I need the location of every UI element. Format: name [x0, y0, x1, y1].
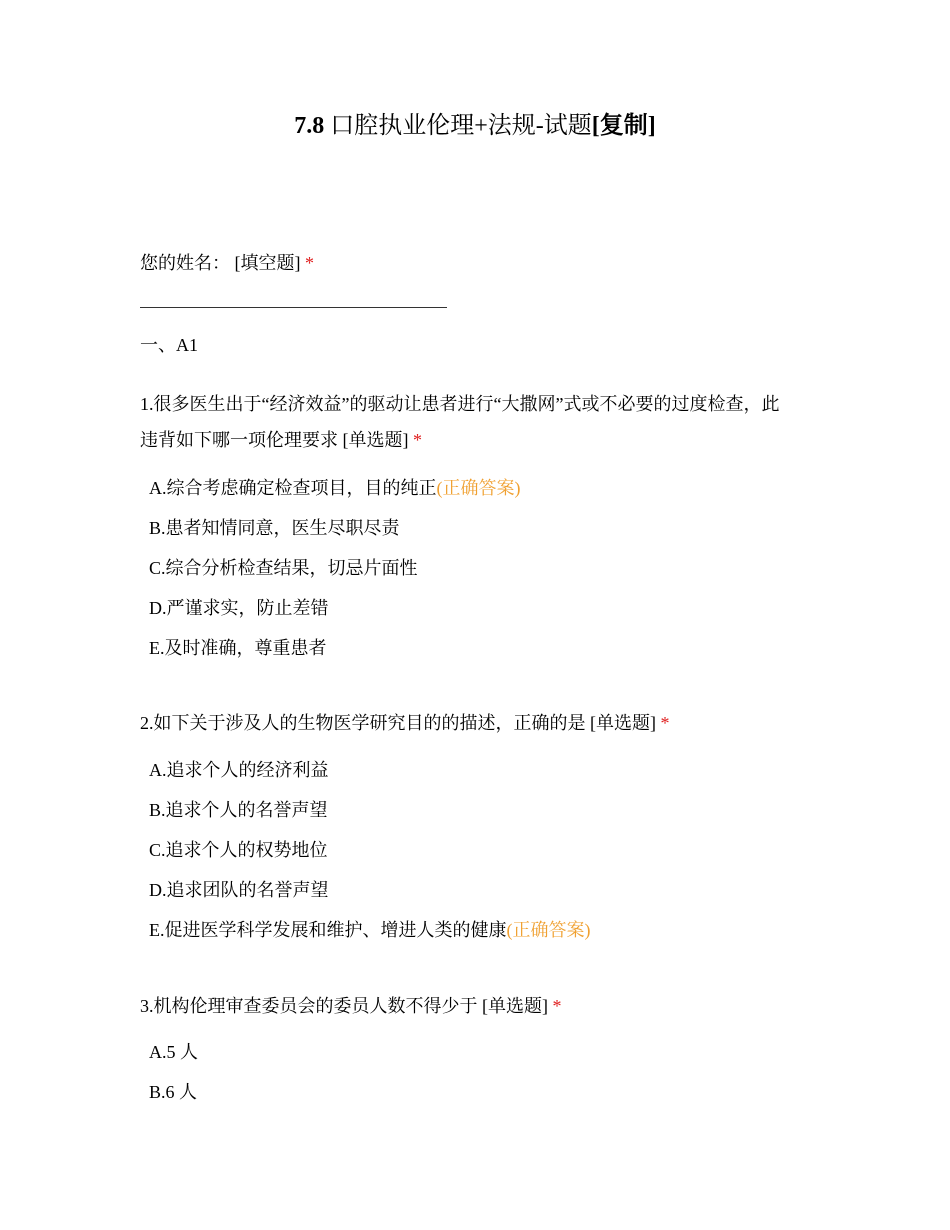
q2-option-d[interactable] — [149, 877, 329, 903]
q2-option-a[interactable] — [149, 757, 329, 783]
required-mark: * — [305, 253, 314, 273]
question-1-text-end: 违背如下哪一项伦理要求 — [140, 430, 338, 450]
question-2-text: 2.如下关于涉及人的生物医学研究目的的描述，正确的是 — [140, 713, 586, 733]
name-type: [填空题] — [234, 253, 301, 273]
option-label: C.追求个人的权势地位 — [149, 840, 328, 860]
option-label: D.追求团队的名誉声望 — [149, 880, 329, 900]
option-label: A.5 人 — [149, 1042, 198, 1062]
option-label: B.追求个人的名誉声望 — [149, 800, 328, 820]
correct-answer-tag: (正确答案) — [506, 920, 591, 940]
q2-option-b[interactable] — [149, 797, 328, 823]
name-label: 您的姓名： — [140, 253, 230, 273]
question-2 — [140, 705, 820, 741]
question-2-type: [单选题] — [590, 713, 656, 733]
option-label: A.综合考虑确定检查项目，目的纯正 — [149, 478, 437, 498]
correct-answer-tag: (正确答案) — [436, 478, 521, 498]
option-label: E.促进医学科学发展和维护、增进人类的健康 — [149, 920, 507, 940]
question-1-type: [单选题] — [342, 430, 409, 450]
q1-option-d[interactable] — [149, 595, 329, 621]
option-label: A.追求个人的经济利益 — [149, 760, 329, 780]
q3-option-a[interactable] — [149, 1039, 198, 1065]
q2-option-e[interactable] — [149, 917, 591, 943]
q1-option-b[interactable] — [149, 515, 400, 541]
question-3-type: [单选题] — [482, 996, 548, 1016]
q3-option-b[interactable] — [149, 1079, 197, 1105]
option-label: C.综合分析检查结果，切忌片面性 — [149, 558, 418, 578]
required-mark: * — [552, 996, 562, 1016]
question-3-text: 3.机构伦理审查委员会的委员人数不得少于 — [140, 996, 478, 1016]
option-label: E.及时准确，尊重患者 — [149, 638, 327, 658]
question-1 — [140, 386, 820, 458]
option-label: B.6 人 — [149, 1082, 198, 1102]
q1-option-c[interactable] — [149, 555, 418, 581]
question-1-line2 — [140, 422, 820, 458]
option-label: D.严谨求实，防止差错 — [149, 598, 329, 618]
q1-option-a[interactable] — [149, 475, 521, 501]
page-title — [0, 108, 950, 144]
option-label: B.患者知情同意，医生尽职尽责 — [149, 518, 400, 538]
required-mark: * — [660, 713, 670, 733]
title-suffix: [复制] — [591, 113, 656, 139]
title-main: 口腔执业伦理+法规-试题 — [330, 113, 592, 139]
q2-option-c[interactable] — [149, 837, 328, 863]
title-number: 7.8 — [294, 113, 325, 139]
q1-option-e[interactable] — [149, 635, 327, 661]
question-1-line1: 1.很多医生出于“经济效益”的驱动让患者进行“大撒网”式或不必要的过度检查，此 — [140, 394, 780, 414]
required-mark: * — [413, 430, 422, 450]
name-answer-line — [140, 307, 447, 308]
section-heading: 一、A1 — [140, 335, 198, 355]
name-question — [140, 245, 820, 281]
question-3 — [140, 988, 820, 1024]
